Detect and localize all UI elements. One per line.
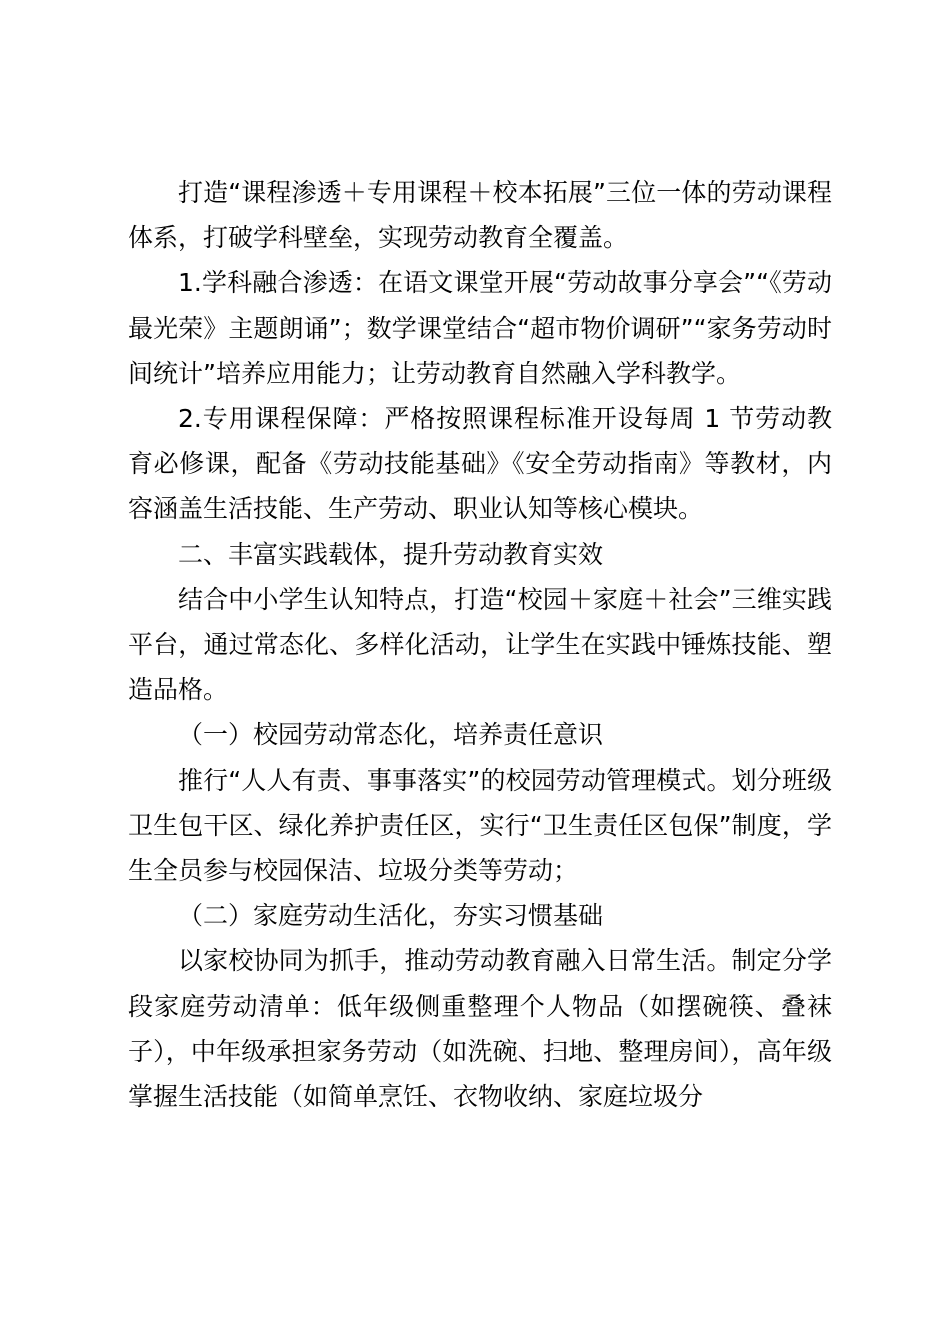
paragraph-campus-labor: 推行“人人有责、事事落实”的校园劳动管理模式。划分班级卫生包干区、绿化养护责任区，实行“卫生责任区包保”制度，学生全员参与校园保洁、垃圾分类等劳动； [128,765,832,886]
paragraph-subject-integration: 1.学科融合渗透：在语文课堂开展“劳动故事分享会”“《劳动最光荣》主题朗诵”；数学课堂结合“超市物价调研”“家务劳动时间统计”培养应用能力；让劳动教育自然融入学科教学。 [128,268,832,388]
section-heading-practice: 二、丰富实践载体，提升劳动教育实效 [178,539,604,569]
subheading-campus-labor: （一）校园劳动常态化，培养责任意识 [178,720,604,750]
paragraph-course-system: 打造“课程渗透＋专用课程＋校本拓展”三位一体的劳动课程体系，打破学科壁垒，实现劳动教育全覆盖。 [128,178,832,253]
paragraph-dedicated-course: 2.专用课程保障：严格按照课程标准开设每周 1 节劳动教育必修课，配备《劳动技能基础》《安全劳动指南》等教材，内容涵盖生活技能、生产劳动、职业认知等核心模块。 [128,404,832,524]
subheading-family-labor: （二）家庭劳动生活化，夯实习惯基础 [178,901,604,931]
paragraph-family-labor: 以家校协同为抓手，推动劳动教育融入日常生活。制定分学段家庭劳动清单：低年级侧重整理个人物品（如摆碗筷、叠袜子），中年级承担家务劳动（如洗碗、扫地、整理房间），高年级掌握生活技能（如简单烹饪、衣物收纳、家庭垃圾分 [128,946,832,1112]
document-body [128,170,832,1119]
paragraph-practice-platform: 结合中小学生认知特点，打造“校园＋家庭＋社会”三维实践平台，通过常态化、多样化活动，让学生在实践中锤炼技能、塑造品格。 [128,584,832,705]
